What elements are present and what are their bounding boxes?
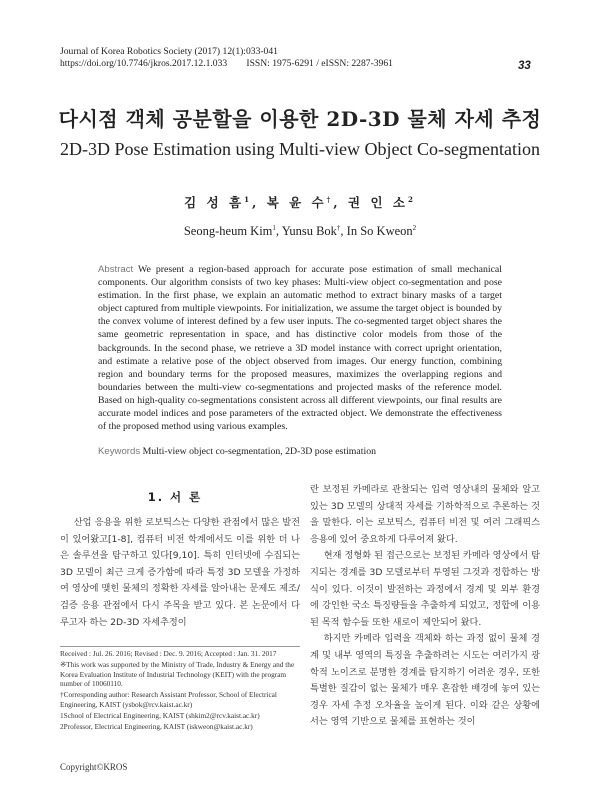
- funding-note: ※This work was supported by the Ministry of Trade, Industry & Energy and the Korea Evaluation Institute of Industrial Technology (KEIT) with the program number of 10060110.: [60, 659, 295, 689]
- author-name: Seong-heum Kim: [183, 224, 273, 239]
- abstract: [98, 263, 502, 433]
- received-dates: Received : Jul. 26. 2016; Revised : Dec. 9. 2016; Accepted : Jan. 31. 2017: [60, 649, 277, 658]
- author-name: Yunsu Bok: [281, 224, 337, 239]
- author-name: 권 인 소: [348, 195, 408, 210]
- author-name: 복 윤 수: [266, 195, 327, 210]
- footnotes: [60, 649, 300, 732]
- author-affiliation-2: 2Professor, Electrical Engineering, KAIST (iskweon@kaist.ac.kr): [60, 721, 253, 731]
- abstract-label: Abstract: [98, 264, 134, 275]
- title-english: 2D-3D Pose Estimation using Multi-view Object Co-segmentation: [60, 139, 540, 159]
- right-column: [310, 482, 540, 731]
- title-korean: 다시점 객체 공분할을 이용한 2D-3D 물체 자세 추정: [58, 107, 542, 131]
- left-column: [60, 515, 300, 631]
- paragraph: 란 보정된 카메라로 관찰되는 입력 영상내의 물체와 알고있는 3D 모델의 상대적 자세를 기하학적으로 추론하는 것을 말한다. 이는 로보틱스, 컴퓨터 비전 및 여러 그래픽스 응용에 있어 중요하게 다루어져 왔다.: [310, 484, 540, 545]
- paragraph: 하지만 카메라 입력을 객체화 하는 과정 없이 물체 경계 및 내부 영역의 특징을 추출하려는 시도는 여러가지 광학적 노이즈로 분명한 경계를 탐지하기 어려운 경우, 또한 특별한 질감이 없는 물체가 매우 혼잡한 배경에 놓여 있는 경우 자세 추정 오차율을 높이게 된다. 이와 같은 상황에서는 영역 기반으로 물체를 표현하는 것이: [310, 633, 540, 728]
- corresponding-author: †Corresponding author: Research Assistant Professor, School of Electrical Engineering, KAIST (ysbok@rcv.kaist.ac.kr): [60, 690, 277, 709]
- paragraph: 현재 정형화 된 접근으로는 보정된 카메라 영상에서 탐지되는 경계를 3D 모델로부터 투영된 그것과 정합하는 방식이 있다. 이것이 발전하는 과정에서 경계 및 외부 환경에 강인한 국소 특징량들을 추출하게 되었고, 정합에 이용된 목적 함수들 또한 새로이 제안되어 왔다.: [310, 550, 540, 628]
- keywords-label: Keywords: [98, 446, 141, 457]
- copyright: Copyright©KROS: [60, 762, 128, 772]
- journal-header: [60, 46, 393, 70]
- author-name: 김 성 흠: [184, 195, 245, 210]
- section-title: 1. 서 론: [147, 490, 203, 504]
- authors-english: Seong-heum Kim$^1$, Yunsu Bok†, In So Kweon$^2$: [183, 224, 417, 239]
- page-number: 33: [518, 60, 531, 72]
- authors-korean: 김 성 흠$^1$, 복 윤 수†, 권 인 소$^2$: [184, 194, 416, 210]
- footnote-divider: [60, 646, 300, 647]
- paragraph: 산업 응용을 위한 로보틱스는 다양한 관점에서 많은 발전이 있어왔고[1-8], 컴퓨터 비전 학계에서도 이를 위한 더 나은 솔루션을 탐구하고 있다[9,10]. 특히 인터넷에 수집되는 3D 모델이 최근 크게 증가함에 따라 특정 3D 모델을 가정하여 영상에 맺힌 물체의 정확한 자세를 알아내는 문제도 제조/검증 응용 관점에서 다시 주목을 받고 있다. 본 논문에서 다루고자 하는 2D-3D 자세추정이: [60, 517, 300, 628]
- keywords-text: Multi-view object co-segmentation, 2D-3D pose estimation: [142, 446, 377, 457]
- doi-issn-line: https://doi.org/10.7746/jkros.2017.12.1.033 ISSN: 1975-6291 / eISSN: 2287-3961: [60, 58, 393, 69]
- keywords: [98, 446, 502, 457]
- author-affiliation-1: 1School of Electrical Engineering, KAIST (shkim2@rcv.kaist.ac.kr): [60, 710, 260, 720]
- abstract-text: We present a region-based approach for accurate pose estimation of small mechanical components. Our algorithm consists of two key phases: Multi-view object co-segmentation and pose estimation. In the first phase, we explain an automatic method to extract binary masks of a target object captured from multiple viewpoints. For initialization, we assume the target object is bounded by the convex volume of interest defined by a few user inputs. The co-segmented target object shares the same geometric representation in space, and has distinctive color models from those of the backgrounds. In the second phase, we retrieve a 3D model instance with correct upright orientation, and estimate a relative pose of the object observed from images. Our energy function, combining region and boundary terms for the proposed measures, maximizes the overlapping regions and boundaries between the multi-view co-segmentations and projected masks of the reference model. Based on high-quality co-segmentations consistent across all different viewpoints, our final results are accurate model indices and pose parameters of the extracted object. We demonstrate the effectiveness of the proposed method using various examples.: [98, 264, 502, 433]
- author-name: In So Kweon: [346, 224, 413, 239]
- journal-citation: Journal of Korea Robotics Society (2017) 12(1):033-041: [60, 46, 278, 57]
